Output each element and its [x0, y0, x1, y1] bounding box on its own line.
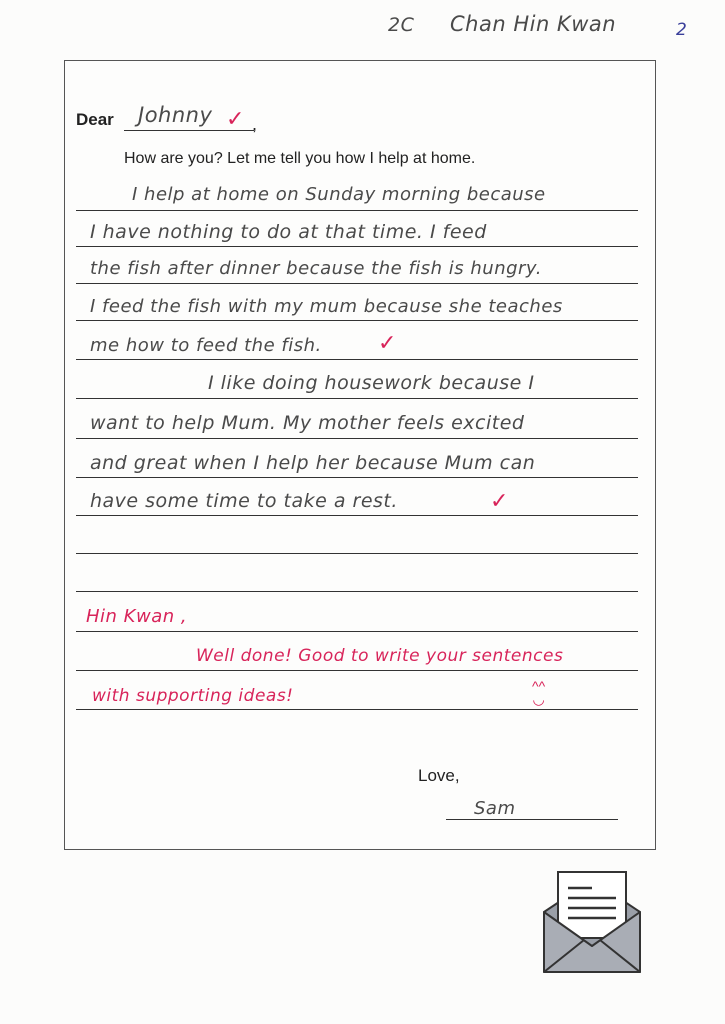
recipient-name: Johnny — [138, 103, 213, 127]
salutation-label: Dear — [76, 110, 114, 129]
ruled-line — [76, 246, 638, 247]
closing-label: Love, — [418, 766, 460, 785]
letter-line: I like doing housework because I — [208, 372, 535, 394]
tick-mark: ✓ — [378, 330, 397, 355]
letter-line: and great when I help her because Mum can — [90, 452, 536, 474]
ruled-line — [76, 670, 638, 671]
smiley-doodle: ^^ ◡ — [532, 678, 546, 707]
ruled-line — [76, 709, 638, 710]
letter-line: I help at home on Sunday morning because — [132, 184, 546, 205]
salutation-comma: , — [252, 114, 258, 134]
signature-name: Sam — [474, 798, 516, 819]
ruled-line — [76, 210, 638, 211]
worksheet-header — [0, 0, 725, 50]
teacher-comment-line: with supporting ideas! — [92, 686, 294, 706]
ruled-line — [76, 283, 638, 284]
teacher-greeting: Hin Kwan , — [86, 606, 188, 627]
student-name: Chan Hin Kwan — [450, 12, 617, 36]
letter-prompt: How are you? Let me tell you how I help at home. — [124, 150, 476, 167]
letter-line: me how to feed the fish. — [90, 335, 322, 356]
letter-line: I feed the fish with my mum because she teaches — [90, 296, 563, 317]
ruled-line — [76, 398, 638, 399]
ruled-line — [76, 553, 638, 554]
letter-line: the fish after dinner because the fish is hungry. — [90, 258, 542, 279]
ruled-line — [76, 515, 638, 516]
ruled-line — [76, 631, 638, 632]
ruled-line — [76, 438, 638, 439]
letter-line: I have nothing to do at that time. I feed — [90, 221, 487, 243]
page-number: 2 — [676, 20, 688, 40]
envelope-icon — [540, 868, 644, 976]
signature-line — [446, 819, 618, 820]
letter-line: have some time to take a rest. — [90, 490, 398, 512]
tick-mark: ✓ — [490, 488, 509, 513]
ruled-line — [76, 320, 638, 321]
tick-mark: ✓ — [226, 106, 245, 131]
ruled-line — [76, 591, 638, 592]
ruled-line — [76, 477, 638, 478]
ruled-line — [76, 359, 638, 360]
letter-line: want to help Mum. My mother feels excited — [90, 412, 525, 434]
class-code: 2C — [388, 14, 415, 36]
teacher-comment-line: Well done! Good to write your sentences — [196, 646, 564, 666]
